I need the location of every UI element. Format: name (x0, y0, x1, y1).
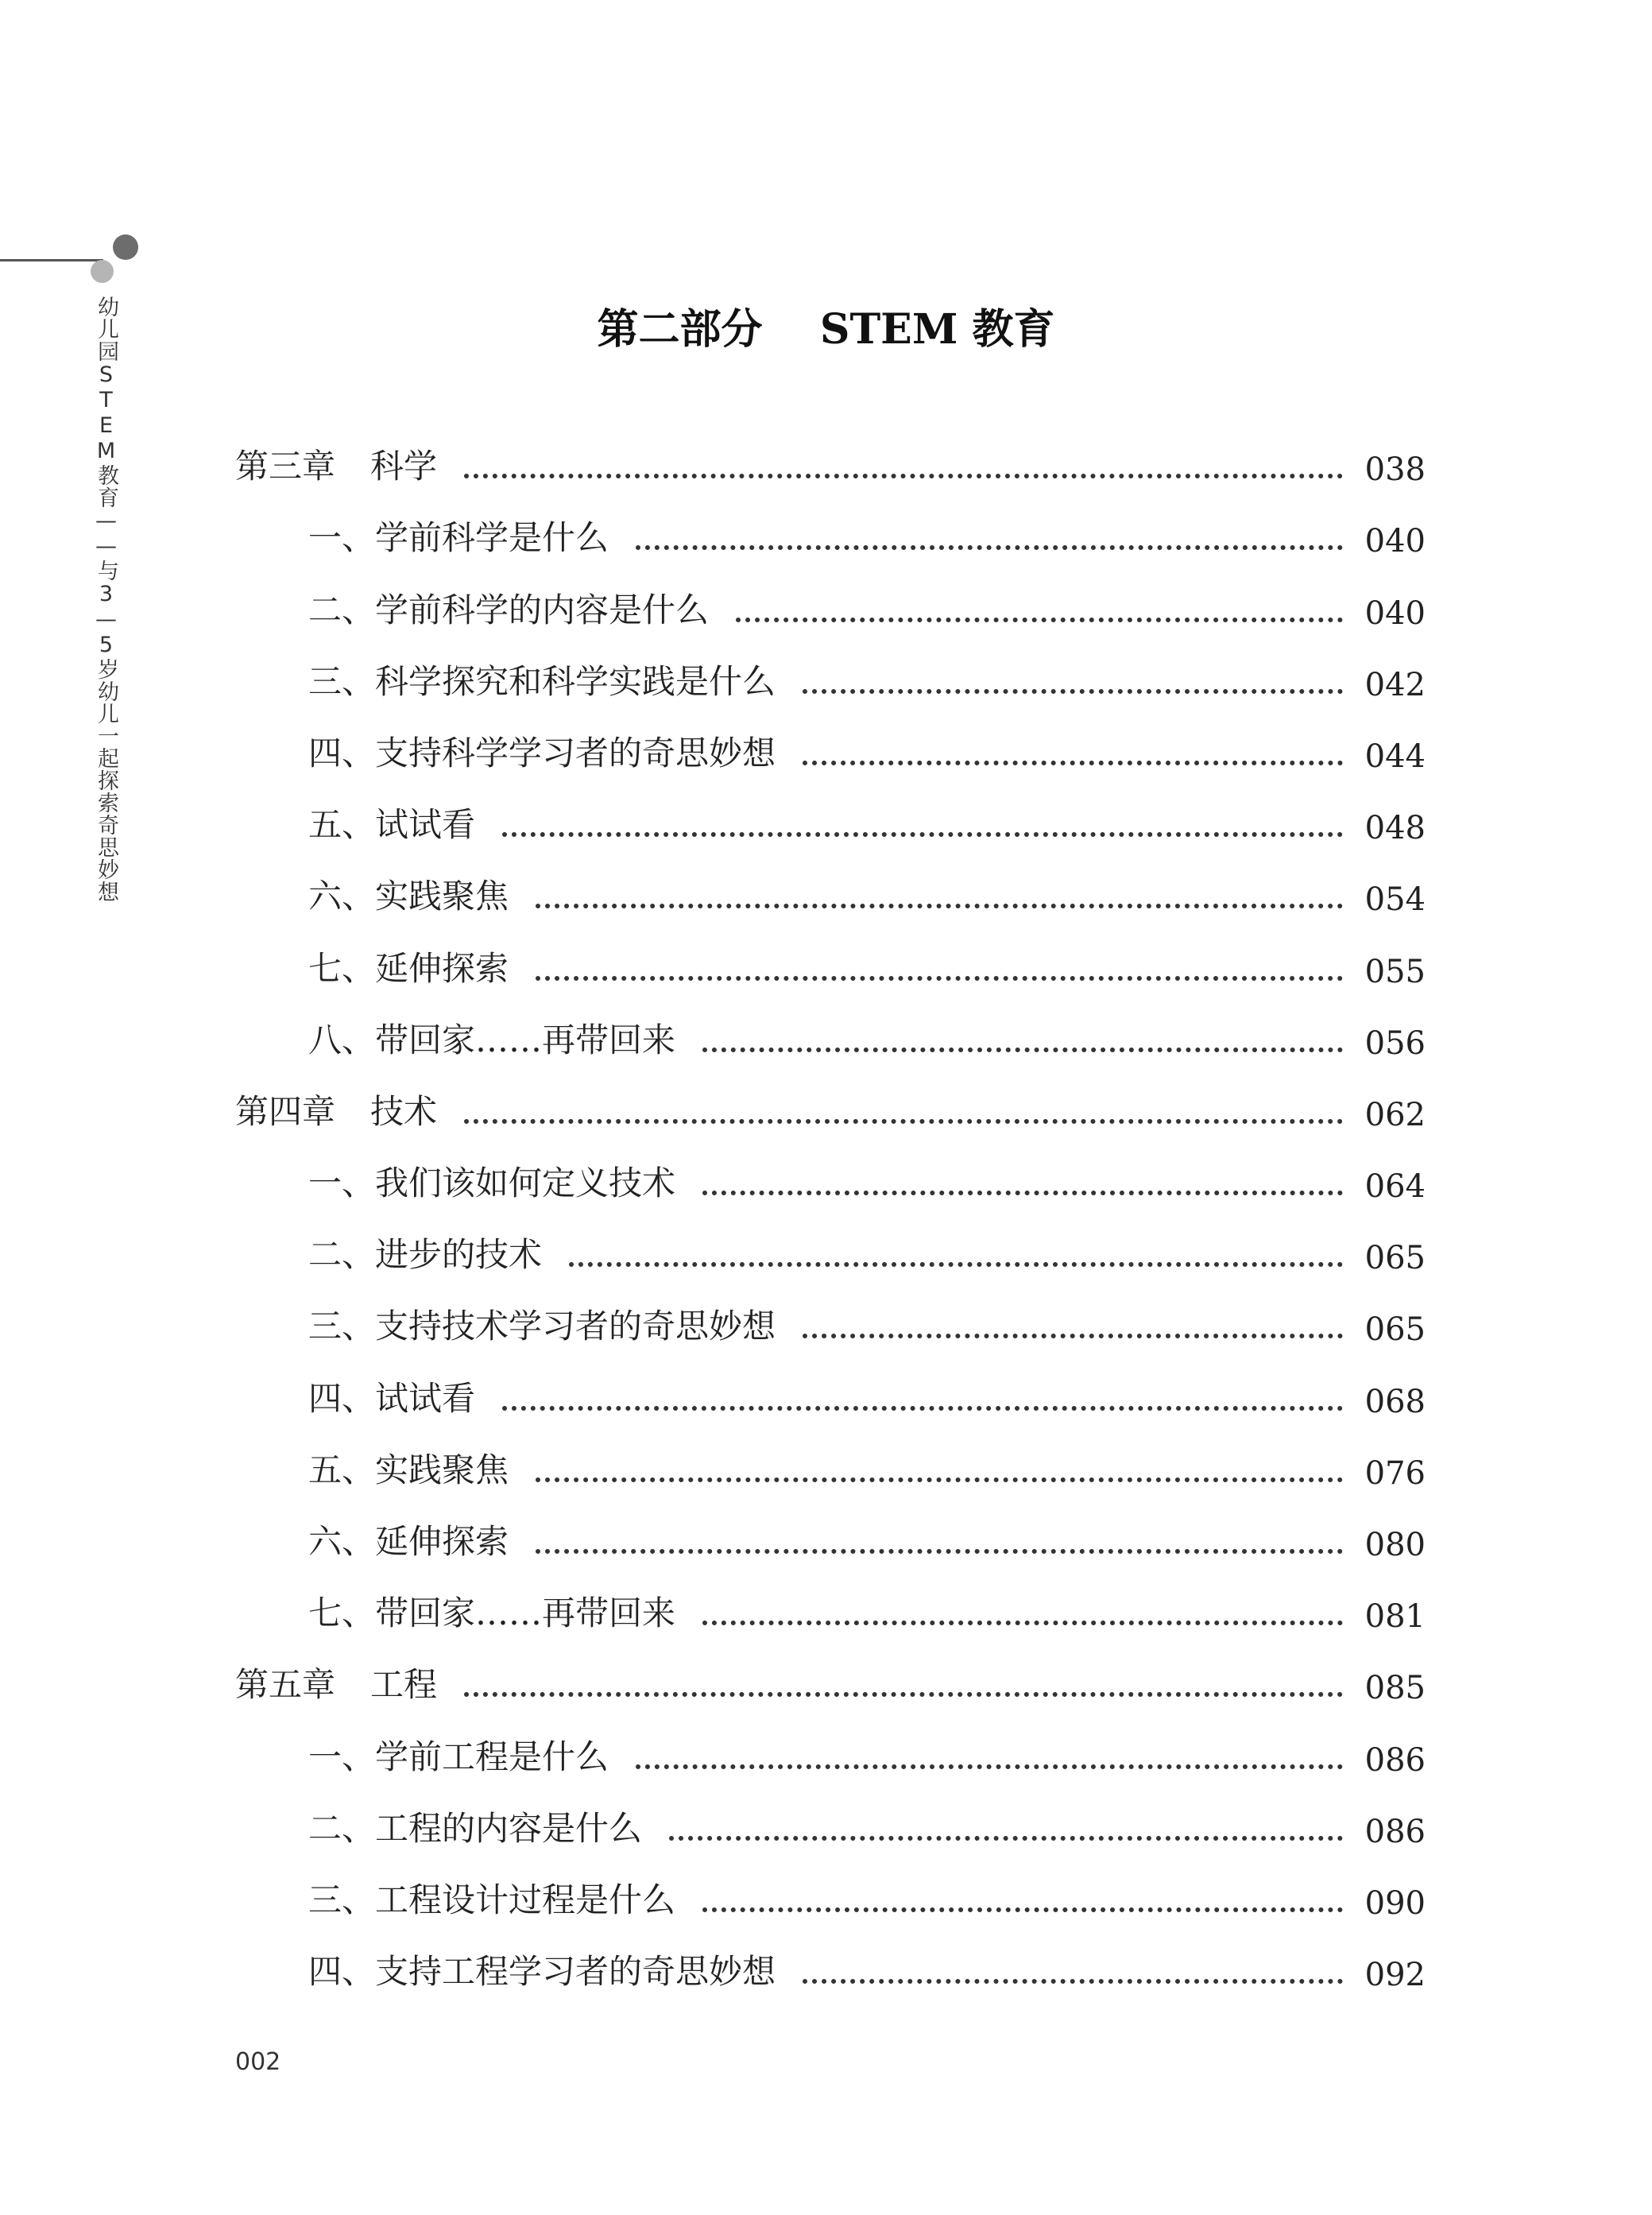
table-of-contents (235, 436, 1426, 2012)
toc-dot-leader (464, 474, 1343, 478)
toc-entry-page: 080 (1364, 1527, 1426, 1563)
toc-entry-page: 090 (1364, 1884, 1426, 1922)
toc-entry-number: 六、 (308, 1522, 376, 1561)
running-book-title: 幼儿园STEM教育——与3—5岁幼儿一起探索奇思妙想 (94, 296, 118, 903)
toc-entry-number: 三、 (308, 661, 376, 701)
toc-entry-page: 040 (1364, 523, 1426, 560)
toc-section-entry[interactable] (235, 1224, 1426, 1295)
toc-dot-leader (502, 1406, 1343, 1411)
toc-entry-page: 048 (1364, 810, 1426, 847)
toc-entry-number: 四、 (308, 733, 376, 773)
toc-entry-number: 四、 (308, 1378, 376, 1418)
toc-entry-number: 八、 (308, 1020, 376, 1059)
toc-entry-page: 038 (1364, 451, 1426, 489)
toc-section-entry[interactable] (235, 507, 1426, 579)
toc-chapter-entry[interactable] (235, 1654, 1426, 1725)
page-number: 002 (235, 2048, 281, 2076)
toc-entry-title: 科学探究和科学实践是什么 (375, 661, 776, 701)
toc-dot-leader (636, 545, 1343, 550)
toc-chapter-entry[interactable] (235, 436, 1426, 507)
toc-chapter-entry[interactable] (235, 1081, 1426, 1152)
toc-dot-leader (669, 1836, 1343, 1841)
toc-entry-title: 试试看 (375, 1378, 476, 1418)
toc-entry-page: 076 (1364, 1454, 1426, 1492)
toc-entry-title: 工程设计过程是什么 (375, 1880, 676, 1919)
toc-dot-leader (702, 1191, 1343, 1195)
toc-section-entry[interactable] (235, 1295, 1426, 1367)
toc-entry-number: 三、 (308, 1880, 376, 1919)
toc-section-entry[interactable] (235, 865, 1426, 937)
toc-entry-number: 第四章 (235, 1091, 336, 1131)
toc-entry-title: 实践聚焦 (375, 1450, 509, 1489)
toc-entry-title: 学前科学是什么 (375, 518, 609, 558)
toc-entry-title: 实践聚焦 (375, 877, 509, 916)
toc-entry-title: 带回家……再带回来 (375, 1020, 676, 1059)
toc-section-entry[interactable] (235, 1798, 1426, 1869)
toc-dot-leader (636, 1764, 1343, 1769)
toc-section-entry[interactable] (235, 1009, 1426, 1081)
toc-dot-leader (803, 761, 1343, 765)
toc-section-entry[interactable] (235, 722, 1426, 794)
toc-entry-number: 六、 (308, 877, 376, 916)
toc-entry-number: 五、 (308, 1450, 376, 1489)
decoration-dot-large (113, 234, 138, 260)
toc-entry-title: 我们该如何定义技术 (375, 1164, 676, 1203)
toc-entry-number: 七、 (308, 948, 376, 988)
toc-entry-title: 技术 (370, 1091, 438, 1131)
toc-entry-title: 工程 (370, 1665, 438, 1705)
toc-entry-title: 支持工程学习者的奇思妙想 (375, 1952, 776, 1992)
toc-dot-leader (536, 1549, 1343, 1554)
toc-dot-leader (702, 1621, 1343, 1625)
toc-section-entry[interactable] (235, 937, 1426, 1009)
toc-dot-leader (736, 618, 1343, 622)
toc-entry-number: 第三章 (235, 447, 336, 486)
toc-section-entry[interactable] (235, 651, 1426, 722)
toc-section-entry[interactable] (235, 1725, 1426, 1797)
toc-entry-page: 064 (1364, 1168, 1426, 1206)
decoration-dot-small (91, 260, 114, 283)
toc-entry-title: 学前工程是什么 (375, 1737, 609, 1776)
toc-entry-page: 085 (1364, 1670, 1426, 1707)
toc-entry-page: 040 (1364, 594, 1426, 632)
toc-entry-title: 支持科学学习者的奇思妙想 (375, 733, 776, 773)
toc-dot-leader (803, 1334, 1343, 1338)
toc-section-entry[interactable] (235, 1869, 1426, 1941)
toc-entry-page: 086 (1364, 1813, 1426, 1850)
toc-dot-leader (569, 1262, 1343, 1267)
toc-entry-number: 三、 (308, 1307, 376, 1346)
toc-entry-number: 五、 (308, 805, 376, 845)
toc-entry-title: 学前科学的内容是什么 (375, 590, 710, 629)
toc-section-entry[interactable] (235, 1511, 1426, 1582)
toc-dot-leader (803, 1979, 1343, 1984)
toc-entry-number: 七、 (308, 1593, 376, 1633)
toc-entry-page: 054 (1364, 881, 1426, 919)
toc-entry-title: 进步的技术 (375, 1235, 543, 1275)
toc-entry-number: 四、 (308, 1952, 376, 1992)
toc-section-entry[interactable] (235, 1941, 1426, 2012)
toc-entry-page: 044 (1364, 738, 1426, 775)
toc-entry-title: 延伸探索 (375, 1522, 509, 1561)
toc-dot-leader (464, 1119, 1343, 1124)
toc-entry-title: 工程的内容是什么 (375, 1808, 643, 1848)
toc-entry-title: 带回家……再带回来 (375, 1593, 676, 1633)
toc-dot-leader (464, 1692, 1343, 1697)
toc-dot-leader (803, 689, 1343, 694)
toc-section-entry[interactable] (235, 579, 1426, 650)
toc-entry-page: 068 (1364, 1383, 1426, 1420)
toc-dot-leader (502, 832, 1343, 837)
toc-dot-leader (702, 1907, 1343, 1912)
toc-dot-leader (536, 1477, 1343, 1482)
toc-entry-page: 065 (1364, 1240, 1426, 1277)
toc-section-entry[interactable] (235, 794, 1426, 865)
toc-section-entry[interactable] (235, 1152, 1426, 1224)
toc-entry-page: 086 (1364, 1741, 1426, 1779)
toc-entry-number: 一、 (308, 1737, 376, 1776)
toc-dot-leader (702, 1047, 1343, 1052)
toc-dot-leader (536, 976, 1343, 981)
toc-entry-page: 055 (1364, 953, 1426, 990)
toc-section-entry[interactable] (235, 1367, 1426, 1439)
toc-entry-number: 一、 (308, 1164, 376, 1203)
toc-entry-number: 二、 (308, 590, 376, 629)
toc-entry-number: 二、 (308, 1808, 376, 1848)
toc-entry-title: 支持技术学习者的奇思妙想 (375, 1307, 776, 1346)
part-title: 第二部分 STEM 教育 (597, 305, 1055, 354)
toc-entry-page: 056 (1364, 1024, 1426, 1062)
toc-entry-title: 试试看 (375, 805, 476, 845)
toc-entry-page: 062 (1364, 1096, 1426, 1133)
toc-entry-page: 065 (1364, 1311, 1426, 1349)
toc-entry-number: 二、 (308, 1235, 376, 1275)
toc-entry-title: 延伸探索 (375, 948, 509, 988)
toc-section-entry[interactable] (235, 1582, 1426, 1654)
side-decoration-rule (0, 259, 103, 261)
toc-entry-page: 081 (1364, 1598, 1426, 1636)
toc-entry-title: 科学 (370, 447, 438, 486)
toc-entry-number: 第五章 (235, 1665, 336, 1705)
toc-entry-number: 一、 (308, 518, 376, 558)
toc-section-entry[interactable] (235, 1439, 1426, 1511)
toc-dot-leader (536, 904, 1343, 908)
toc-entry-page: 042 (1364, 666, 1426, 703)
toc-entry-page: 092 (1364, 1957, 1426, 1994)
